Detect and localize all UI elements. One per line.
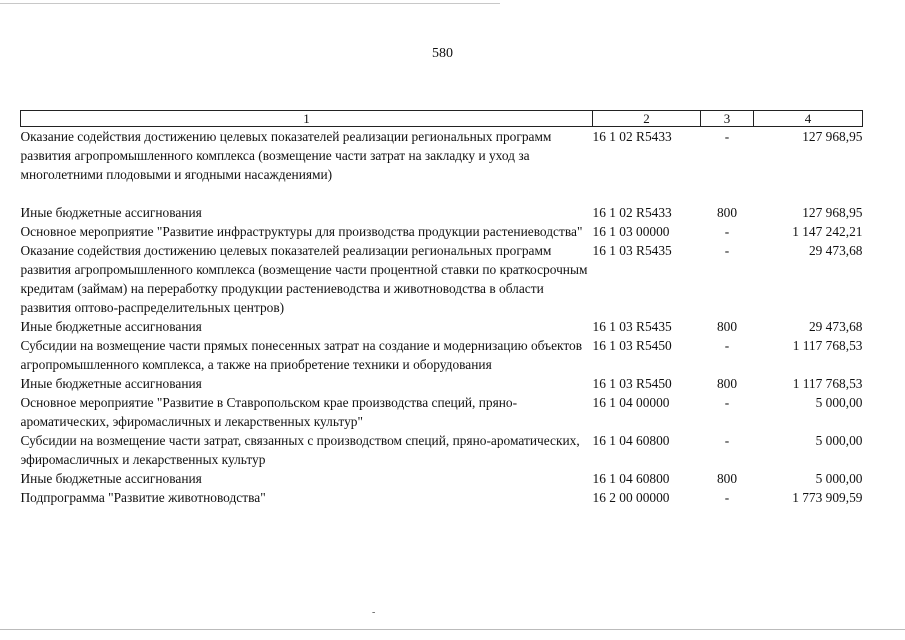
row-name: Оказание содействия достижению целевых показателей реализации региональных программ развития агропромышленного комплекса (возмещение части затрат на закладку и уход за многолетними плодовыми и ягодными насаждениями): [20, 129, 552, 182]
table-row: [21, 488, 863, 507]
row-sum: 5 000,00: [815, 395, 863, 410]
row-code: 16 1 03 R5450: [592, 338, 672, 353]
row-code: 16 2 00 00000: [592, 490, 670, 505]
table-row: [21, 393, 863, 431]
table-row: [21, 317, 863, 336]
row-sum: 1 117 768,53: [792, 376, 863, 391]
row-code: 16 1 03 R5450: [592, 376, 672, 391]
row-sum: 127 968,95: [802, 129, 863, 144]
row-sum: 5 000,00: [815, 471, 863, 486]
row-expense-type: -: [724, 338, 730, 353]
row-expense-type: -: [724, 433, 730, 448]
budget-table: [20, 110, 863, 507]
row-name: Иные бюджетные ассигнования: [20, 319, 202, 334]
row-name: Оказание содействия достижению целевых показателей реализации региональных программ развития агропромышленного комплекса (возмещение части процентной ставки по краткосрочным кредитам (займам) на переработку продукции растениеводства и животноводства в области развития оптово-распределительных центров): [20, 243, 588, 315]
row-code: 16 1 02 R5433: [592, 205, 672, 220]
row-expense-type: 800: [716, 376, 738, 391]
table-row: [21, 336, 863, 374]
header-col-4: 4: [754, 111, 863, 127]
row-sum: 1 147 242,21: [792, 224, 863, 239]
row-expense-type: -: [724, 243, 730, 258]
table-row: [21, 374, 863, 393]
row-code: 16 1 02 R5433: [592, 129, 672, 144]
row-name: Основное мероприятие "Развитие инфраструктуры для производства продукции растениеводства": [20, 224, 583, 239]
row-sum: 1 117 768,53: [792, 338, 863, 353]
table-row: [21, 222, 863, 241]
table-row: [21, 127, 863, 204]
row-code: 16 1 04 60800: [592, 433, 670, 448]
row-name: Иные бюджетные ассигнования: [20, 376, 202, 391]
header-col-1: 1: [21, 111, 593, 127]
row-expense-type: -: [724, 490, 730, 505]
row-code: 16 1 04 60800: [592, 471, 670, 486]
row-name: Подпрограмма "Развитие животноводства": [20, 490, 266, 505]
row-expense-type: 800: [716, 471, 738, 486]
row-code: 16 1 03 R5435: [592, 243, 672, 258]
footer-mark: -: [372, 607, 376, 618]
row-name: Основное мероприятие "Развитие в Ставропольском крае производства специй, пряно-ароматических, эфиромасличных и лекарственных культур": [20, 395, 518, 429]
page-number: 580: [432, 46, 453, 61]
header-col-3: 3: [701, 111, 754, 127]
header-col-2: 2: [593, 111, 701, 127]
table-row: [21, 469, 863, 488]
row-expense-type: -: [724, 395, 730, 410]
row-sum: 29 473,68: [808, 319, 863, 334]
row-expense-type: -: [724, 224, 730, 239]
row-name: Иные бюджетные ассигнования: [20, 205, 202, 220]
table-row: [21, 431, 863, 469]
table-row: [21, 203, 863, 222]
row-expense-type: 800: [716, 319, 738, 334]
row-code: 16 1 04 00000: [592, 395, 670, 410]
scan-edge-bottom: [0, 629, 905, 630]
row-name: Иные бюджетные ассигнования: [20, 471, 202, 486]
table-header-row: [21, 111, 863, 127]
row-expense-type: -: [724, 129, 730, 144]
row-sum: 29 473,68: [808, 243, 863, 258]
table-row: [21, 241, 863, 317]
row-code: 16 1 03 00000: [592, 224, 670, 239]
row-expense-type: 800: [716, 205, 738, 220]
row-sum: 1 773 909,59: [792, 490, 863, 505]
row-code: 16 1 03 R5435: [592, 319, 672, 334]
row-name: Субсидии на возмещение части затрат, связанных с производством специй, пряно-ароматических, эфиромасличных и лекарственных культур: [20, 433, 580, 467]
row-sum: 127 968,95: [802, 205, 863, 220]
scan-edge-top: [0, 3, 500, 4]
row-sum: 5 000,00: [815, 433, 863, 448]
row-name: Субсидии на возмещение части прямых понесенных затрат на создание и модернизацию объектов агропромышленного комплекса, а также на приобретение техники и оборудования: [20, 338, 583, 372]
